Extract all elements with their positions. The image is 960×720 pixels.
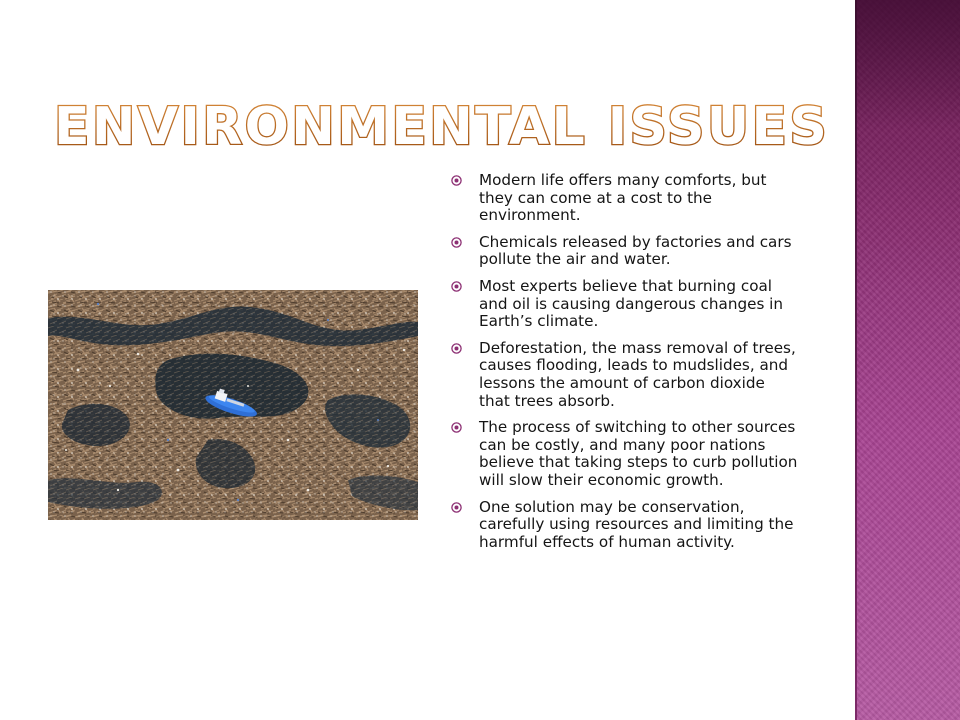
- decorative-side-band: [857, 0, 960, 720]
- debris-field-photo-icon: [48, 290, 418, 520]
- circled-dot-icon: [451, 422, 462, 433]
- bullet-item: [449, 499, 799, 552]
- bullet-text: Most experts believe that burning coal and oil is causing dangerous changes in Earth’s climate.: [479, 276, 784, 331]
- bullet-item: [449, 234, 799, 269]
- circled-dot-icon: [451, 502, 462, 513]
- title-container: [52, 92, 830, 162]
- bullet-item: [449, 172, 799, 225]
- bullet-item: [449, 419, 799, 489]
- bullet-item: [449, 340, 799, 410]
- bullet-text: Modern life offers many comforts, but they can come at a cost to the environment.: [479, 171, 767, 225]
- bullet-item: [449, 278, 799, 331]
- bullet-text: Deforestation, the mass removal of trees, causes flooding, leads to mudslides, and lessons the amount of carbon dioxide that trees absorb.: [479, 338, 796, 410]
- circled-dot-icon: [451, 237, 462, 248]
- bullet-text: Chemicals released by factories and cars pollute the air and water.: [479, 232, 792, 269]
- bullet-text: One solution may be conservation, carefully using resources and limiting the harmful effects of human activity.: [479, 497, 794, 551]
- bullet-list: [449, 172, 799, 560]
- bullet-text: The process of switching to other sources can be costly, and many poor nations believe that taking steps to curb pollution will slow their economic growth.: [479, 418, 798, 489]
- title-graphic: [52, 92, 830, 162]
- debris-photo: [48, 290, 418, 520]
- circled-dot-icon: [451, 281, 462, 292]
- circled-dot-icon: [451, 175, 462, 186]
- circled-dot-icon: [451, 343, 462, 354]
- slide-title: ENVIRONMENTAL ISSUES: [54, 97, 830, 157]
